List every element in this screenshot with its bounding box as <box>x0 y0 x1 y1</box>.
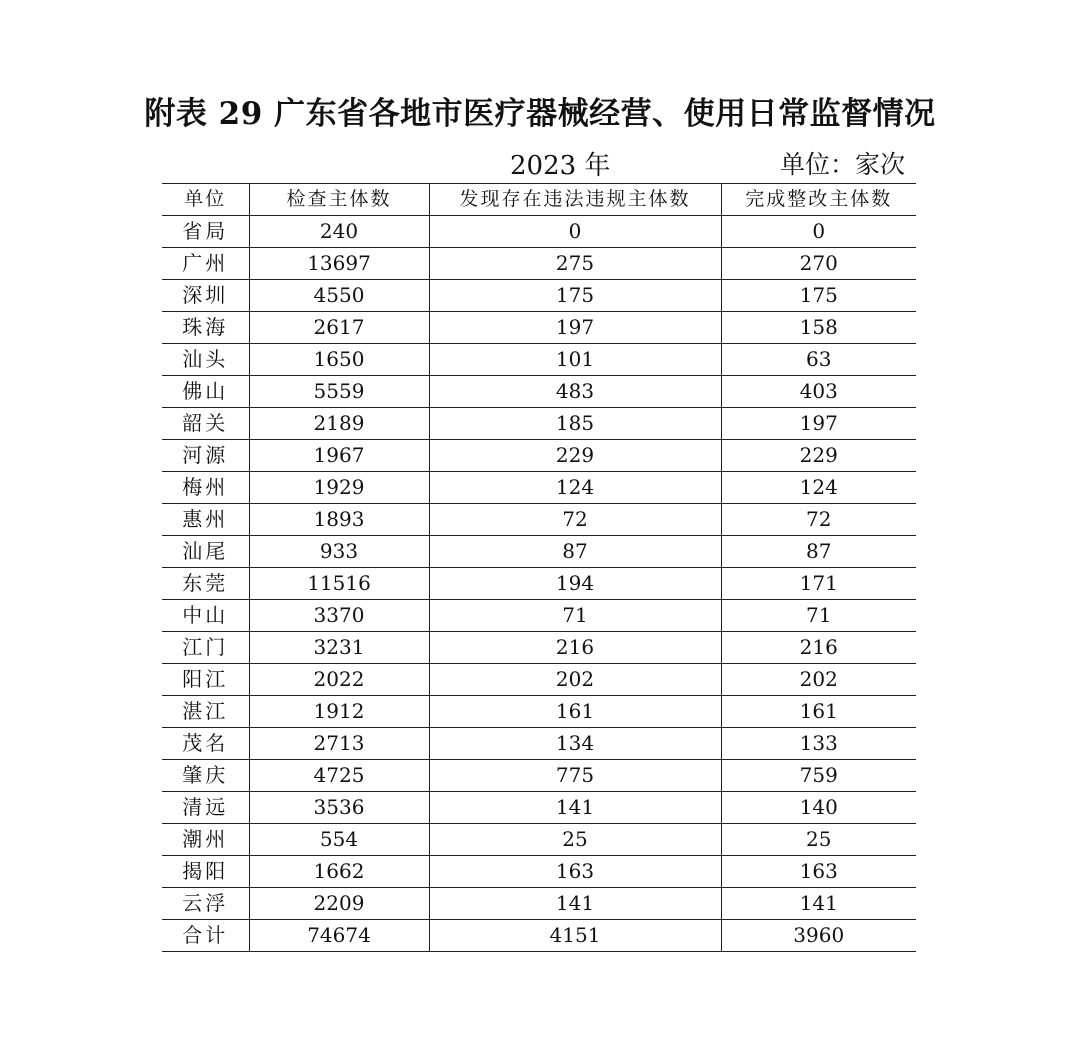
cell-unit: 东莞 <box>162 568 249 600</box>
cell-inspected: 11516 <box>249 568 429 600</box>
cell-rectified: 270 <box>721 248 916 280</box>
cell-unit: 深圳 <box>162 280 249 312</box>
cell-violations: 229 <box>429 440 721 472</box>
cell-unit: 湛江 <box>162 696 249 728</box>
table-header-row <box>162 184 916 216</box>
cell-violations: 275 <box>429 248 721 280</box>
cell-violations: 101 <box>429 344 721 376</box>
table-row <box>162 920 916 952</box>
cell-unit: 河源 <box>162 440 249 472</box>
table-row <box>162 888 916 920</box>
cell-violations: 163 <box>429 856 721 888</box>
cell-violations: 161 <box>429 696 721 728</box>
cell-inspected: 3370 <box>249 600 429 632</box>
cell-rectified: 403 <box>721 376 916 408</box>
cell-inspected: 5559 <box>249 376 429 408</box>
cell-violations: 197 <box>429 312 721 344</box>
table-row <box>162 792 916 824</box>
cell-inspected: 3536 <box>249 792 429 824</box>
cell-rectified: 0 <box>721 216 916 248</box>
cell-unit: 梅州 <box>162 472 249 504</box>
table-row <box>162 472 916 504</box>
table-row <box>162 280 916 312</box>
cell-inspected: 13697 <box>249 248 429 280</box>
cell-violations: 202 <box>429 664 721 696</box>
cell-violations: 0 <box>429 216 721 248</box>
supervision-table <box>162 183 916 952</box>
document-title: 附表 29 广东省各地市医疗器械经营、使用日常监督情况 <box>144 96 936 132</box>
table-body <box>162 216 916 952</box>
cell-violations: 185 <box>429 408 721 440</box>
cell-inspected: 3231 <box>249 632 429 664</box>
cell-unit: 揭阳 <box>162 856 249 888</box>
cell-rectified: 3960 <box>721 920 916 952</box>
cell-rectified: 158 <box>721 312 916 344</box>
table-row <box>162 632 916 664</box>
cell-violations: 483 <box>429 376 721 408</box>
header-unit: 单位 <box>162 184 249 216</box>
cell-rectified: 140 <box>721 792 916 824</box>
cell-inspected: 4725 <box>249 760 429 792</box>
cell-unit: 茂名 <box>162 728 249 760</box>
cell-violations: 71 <box>429 600 721 632</box>
table-row <box>162 216 916 248</box>
table-row <box>162 664 916 696</box>
cell-unit: 汕尾 <box>162 536 249 568</box>
cell-rectified: 124 <box>721 472 916 504</box>
cell-rectified: 161 <box>721 696 916 728</box>
cell-inspected: 2617 <box>249 312 429 344</box>
cell-violations: 216 <box>429 632 721 664</box>
cell-unit: 云浮 <box>162 888 249 920</box>
cell-unit: 省局 <box>162 216 249 248</box>
cell-rectified: 63 <box>721 344 916 376</box>
table-row <box>162 312 916 344</box>
cell-inspected: 2022 <box>249 664 429 696</box>
cell-rectified: 141 <box>721 888 916 920</box>
cell-rectified: 163 <box>721 856 916 888</box>
cell-violations: 87 <box>429 536 721 568</box>
cell-rectified: 87 <box>721 536 916 568</box>
cell-rectified: 133 <box>721 728 916 760</box>
cell-unit: 中山 <box>162 600 249 632</box>
cell-rectified: 171 <box>721 568 916 600</box>
table-row <box>162 344 916 376</box>
cell-rectified: 197 <box>721 408 916 440</box>
cell-inspected: 240 <box>249 216 429 248</box>
cell-unit: 汕头 <box>162 344 249 376</box>
header-inspected: 检查主体数 <box>249 184 429 216</box>
cell-violations: 124 <box>429 472 721 504</box>
cell-inspected: 1650 <box>249 344 429 376</box>
header-violations: 发现存在违法违规主体数 <box>429 184 721 216</box>
report-year: 2023 年 <box>510 151 611 181</box>
cell-violations: 134 <box>429 728 721 760</box>
table-row <box>162 568 916 600</box>
table-row <box>162 696 916 728</box>
cell-rectified: 229 <box>721 440 916 472</box>
table-row <box>162 760 916 792</box>
cell-unit: 广州 <box>162 248 249 280</box>
cell-unit: 佛山 <box>162 376 249 408</box>
cell-rectified: 216 <box>721 632 916 664</box>
table-row <box>162 376 916 408</box>
cell-unit: 惠州 <box>162 504 249 536</box>
cell-inspected: 1662 <box>249 856 429 888</box>
cell-inspected: 2189 <box>249 408 429 440</box>
cell-violations: 72 <box>429 504 721 536</box>
table-row <box>162 440 916 472</box>
cell-rectified: 759 <box>721 760 916 792</box>
cell-inspected: 74674 <box>249 920 429 952</box>
cell-unit: 合计 <box>162 920 249 952</box>
cell-unit: 阳江 <box>162 664 249 696</box>
table-row <box>162 504 916 536</box>
cell-violations: 775 <box>429 760 721 792</box>
cell-rectified: 175 <box>721 280 916 312</box>
cell-rectified: 72 <box>721 504 916 536</box>
cell-unit: 清远 <box>162 792 249 824</box>
cell-inspected: 2209 <box>249 888 429 920</box>
cell-violations: 175 <box>429 280 721 312</box>
cell-violations: 141 <box>429 792 721 824</box>
cell-unit: 韶关 <box>162 408 249 440</box>
cell-rectified: 71 <box>721 600 916 632</box>
table-row <box>162 536 916 568</box>
cell-inspected: 933 <box>249 536 429 568</box>
table-row <box>162 824 916 856</box>
cell-unit: 肇庆 <box>162 760 249 792</box>
unit-label: 单位：家次 <box>780 150 906 179</box>
header-rectified: 完成整改主体数 <box>721 184 916 216</box>
table-row <box>162 728 916 760</box>
cell-violations: 25 <box>429 824 721 856</box>
cell-inspected: 1912 <box>249 696 429 728</box>
cell-inspected: 1967 <box>249 440 429 472</box>
cell-violations: 194 <box>429 568 721 600</box>
table-row <box>162 408 916 440</box>
cell-rectified: 202 <box>721 664 916 696</box>
cell-violations: 141 <box>429 888 721 920</box>
cell-inspected: 1893 <box>249 504 429 536</box>
cell-unit: 珠海 <box>162 312 249 344</box>
cell-inspected: 1929 <box>249 472 429 504</box>
cell-inspected: 4550 <box>249 280 429 312</box>
table-row <box>162 856 916 888</box>
cell-unit: 潮州 <box>162 824 249 856</box>
table-row <box>162 248 916 280</box>
table-row <box>162 600 916 632</box>
cell-inspected: 554 <box>249 824 429 856</box>
cell-inspected: 2713 <box>249 728 429 760</box>
cell-unit: 江门 <box>162 632 249 664</box>
cell-violations: 4151 <box>429 920 721 952</box>
cell-rectified: 25 <box>721 824 916 856</box>
